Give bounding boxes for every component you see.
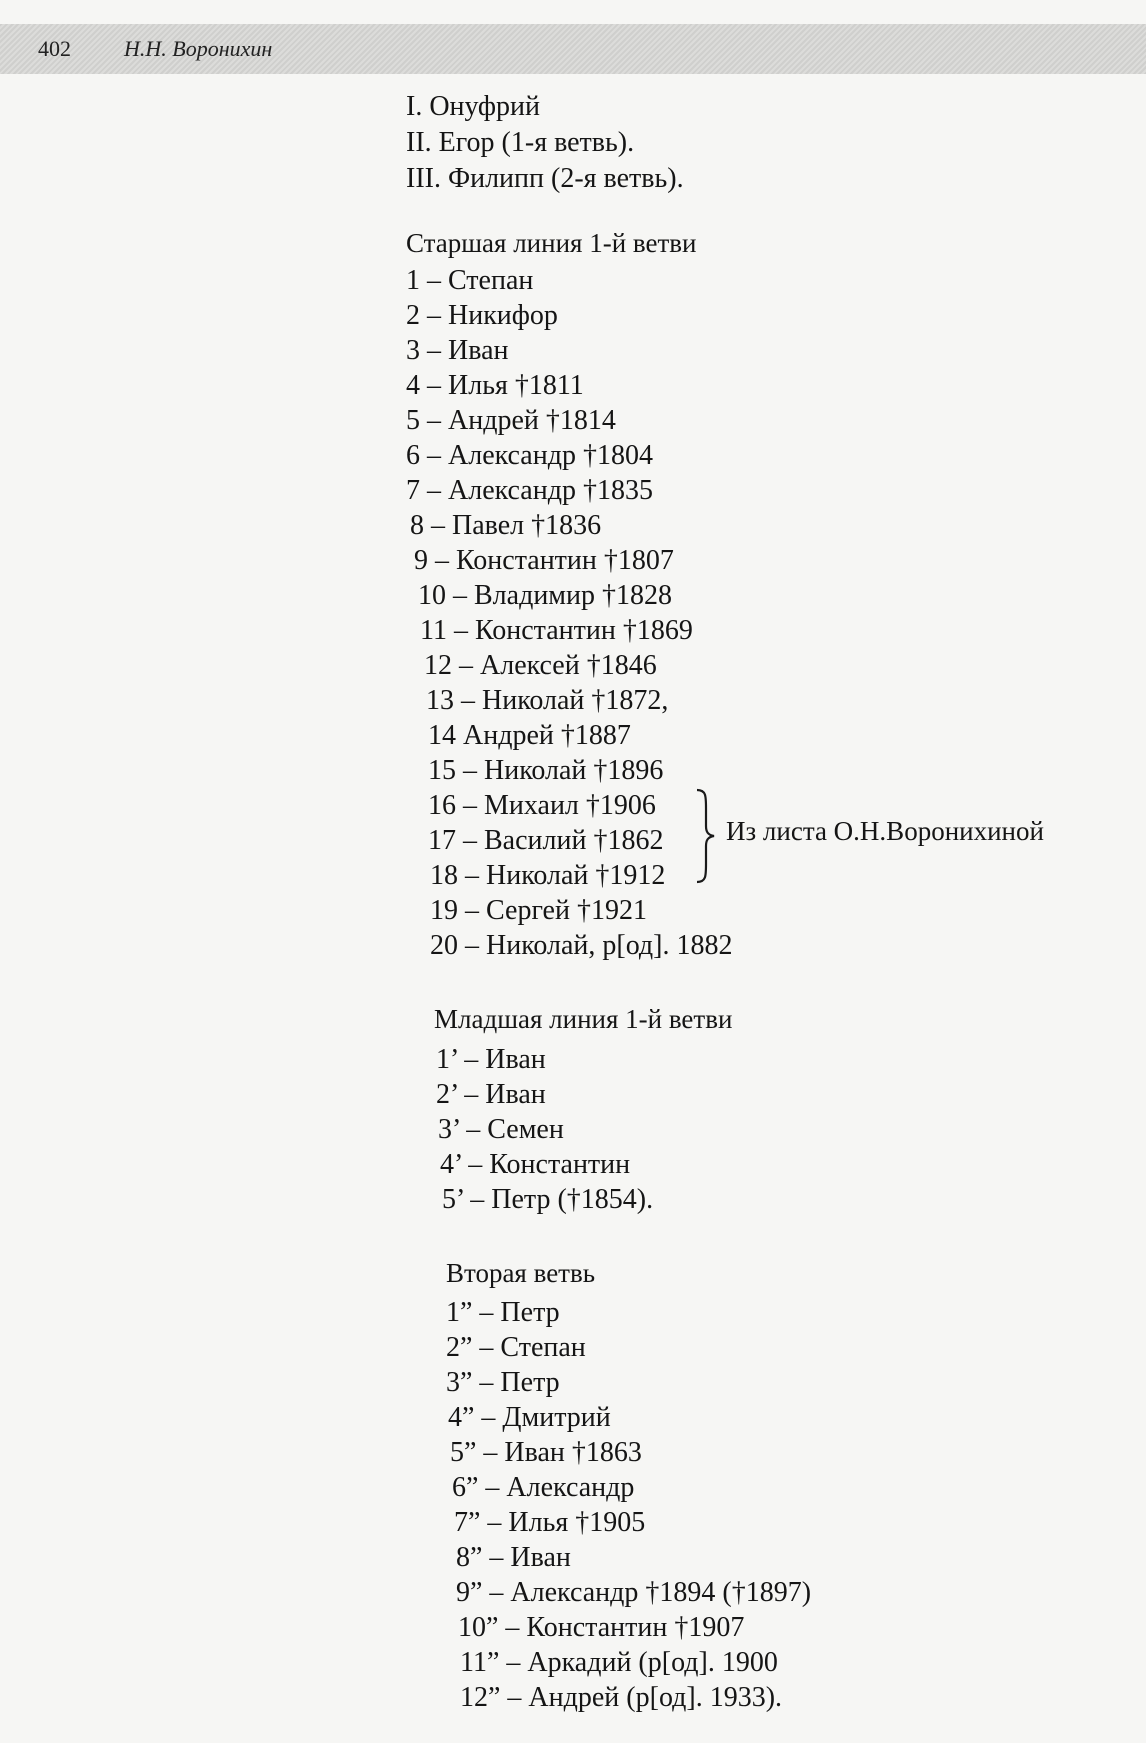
list-item: 3’ – Семен [438, 1114, 564, 1145]
list-item: 20 – Николай, р[од]. 1882 [430, 930, 733, 961]
section-heading-second-branch: Вторая ветвь [446, 1258, 596, 1288]
root-item: III. Филипп (2-я ветвь). [406, 163, 684, 194]
list-item: 9 – Константин †1807 [414, 545, 674, 576]
list-item: 15 – Николай †1896 [428, 755, 664, 786]
list-item: 1’ – Иван [436, 1044, 546, 1075]
list-item: 8” – Иван [456, 1542, 571, 1573]
bracket-note: Из листа О.Н.Воронихиной [726, 816, 1044, 846]
list-item: 2 – Никифор [406, 300, 558, 331]
section-heading-junior-line: Младшая линия 1-й ветви [434, 1004, 733, 1034]
list-item: 10” – Константин †1907 [458, 1612, 745, 1643]
list-item: 5’ – Петр (†1854). [442, 1184, 654, 1215]
curly-brace-icon [694, 788, 716, 884]
list-item: 3” – Петр [446, 1367, 560, 1398]
list-item: 11” – Аркадий (р[од]. 1900 [460, 1647, 778, 1678]
list-item: 6 – Александр †1804 [406, 440, 653, 471]
list-item: 10 – Владимир †1828 [418, 580, 673, 611]
list-item: 17 – Василий †1862 [428, 825, 664, 856]
list-item: 11 – Константин †1869 [420, 615, 693, 646]
list-item: 5 – Андрей †1814 [406, 405, 616, 436]
running-title: Н.Н. Воронихин [124, 36, 273, 61]
list-item: 19 – Сергей †1921 [430, 895, 647, 926]
list-item: 4” – Дмитрий [448, 1402, 611, 1433]
list-item: 7” – Илья †1905 [454, 1507, 646, 1538]
list-item: 18 – Николай †1912 [430, 860, 666, 891]
list-item: 1 – Степан [406, 265, 534, 296]
page-number: 402 [38, 36, 71, 61]
list-item: 4’ – Константин [440, 1149, 631, 1180]
section-heading-elder-line: Старшая линия 1-й ветви [406, 228, 697, 258]
list-item: 1” – Петр [446, 1297, 560, 1328]
list-item: 2” – Степан [446, 1332, 586, 1363]
root-item: II. Егор (1-я ветвь). [406, 127, 635, 158]
list-item: 4 – Илья †1811 [406, 370, 584, 401]
list-item: 3 – Иван [406, 335, 509, 366]
list-item: 12 – Алексей †1846 [424, 650, 657, 681]
list-item: 6” – Александр [452, 1472, 635, 1503]
list-item: 9” – Александр †1894 (†1897) [456, 1577, 812, 1608]
root-item: I. Онуфрий [406, 91, 540, 122]
list-item: 8 – Павел †1836 [410, 510, 602, 541]
list-item: 14 Андрей †1887 [428, 720, 631, 751]
list-item: 12” – Андрей (р[од]. 1933). [460, 1682, 783, 1713]
list-item: 16 – Михаил †1906 [428, 790, 656, 821]
list-item: 7 – Александр †1835 [406, 475, 653, 506]
list-item: 2’ – Иван [436, 1079, 546, 1110]
list-item: 13 – Николай †1872, [426, 685, 669, 716]
list-item: 5” – Иван †1863 [450, 1437, 642, 1468]
